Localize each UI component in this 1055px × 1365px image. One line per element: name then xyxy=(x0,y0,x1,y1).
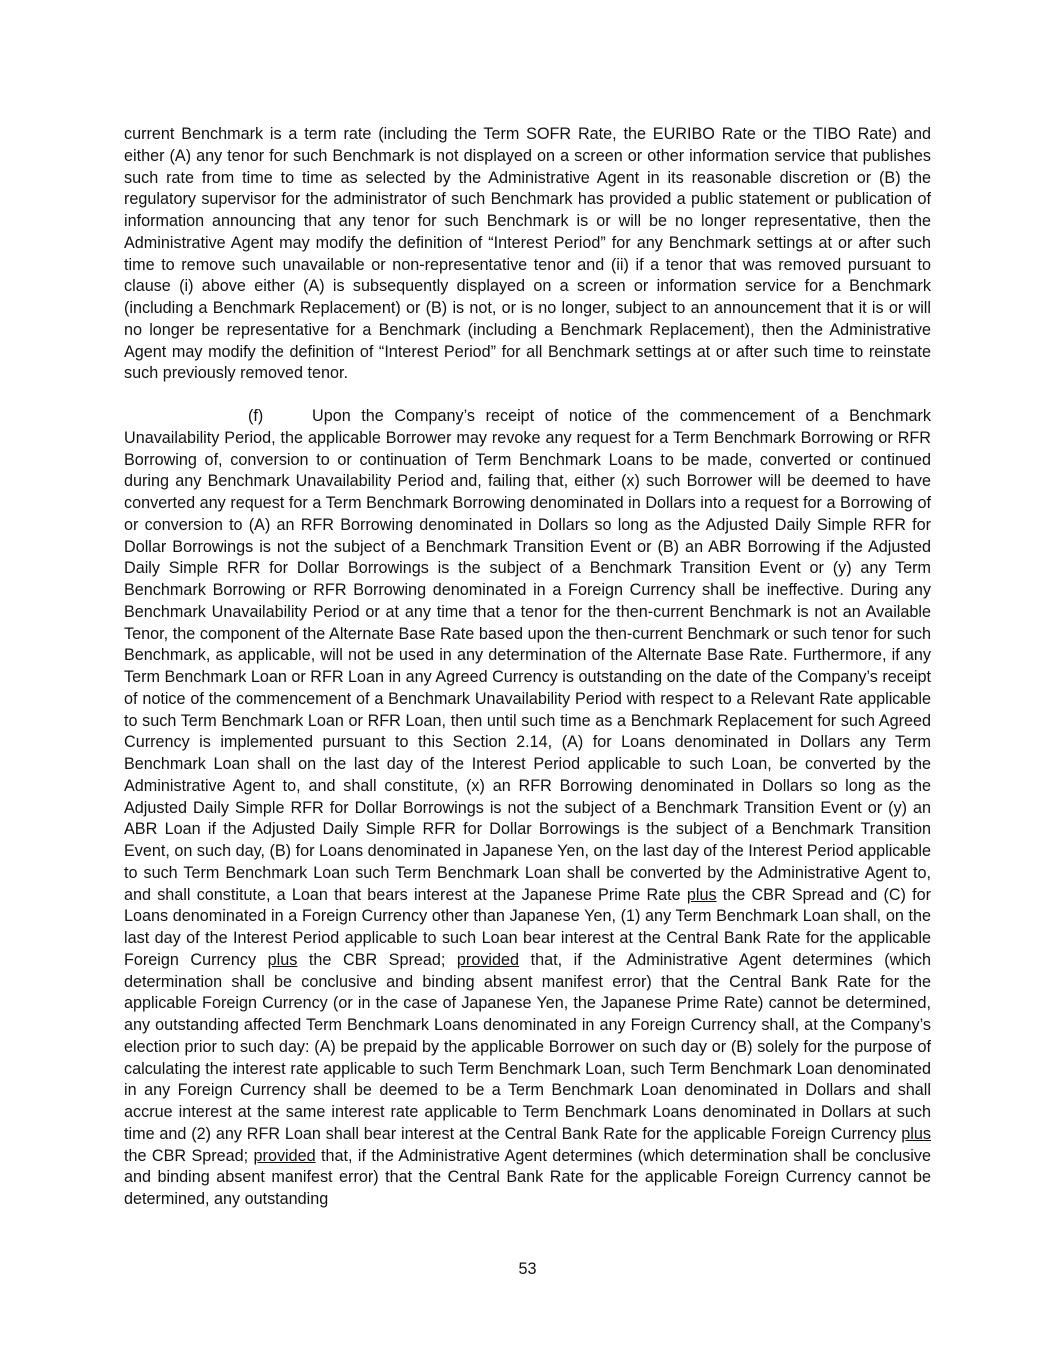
clause-text: the CBR Spread; xyxy=(297,950,457,969)
underlined-term-provided: provided xyxy=(253,1146,316,1165)
paragraph-f xyxy=(124,406,931,1211)
clause-text: that, if the Administrative Agent determines (which determination shall be conclusive and binding absent manifest error) that the Central Bank Rate for the applicable Foreign Currency (or in the case of Japanese Yen, the Japanese Prime Rate) cannot be determined, any outstanding affected Term Benchmark Loans denominated in any Foreign Currency shall, at the Company’s election prior to such day: (A) be prepaid by the applicable Borrower on such day or (B) solely for the purpose of calculating the interest rate applicable to such Term Benchmark Loan, such Term Benchmark Loan denominated in any Foreign Currency shall be deemed to be a Term Benchmark Loan denominated in Dollars and shall accrue interest at the same interest rate applicable to Term Benchmark Loans denominated in Dollars at such time and (2) any RFR Loan shall bear interest at the Central Bank Rate for the applicable Foreign Currency xyxy=(124,950,931,1143)
underlined-term-provided: provided xyxy=(456,950,520,969)
page-number: 53 xyxy=(518,1260,537,1278)
clause-marker: (f) xyxy=(248,407,264,425)
clause-text: the CBR Spread and (C) for Loans denominated in a Foreign Currency other than Japanese Yen, (1) any Term Benchmark Loan shall, on the last day of the Interest Period applicable to such Loan bear interest at the Central Bank Rate for the applicable Foreign Currency xyxy=(124,885,932,969)
clause-text: Upon the Company’s receipt of notice of the commencement of a Benchmark Unavailability Period, the applicable Borrower may revoke any request for a Term Benchmark Borrowing or RFR Borrowing of, conversion to or continuation of Term Benchmark Loans to be made, converted or continued during any Benchmark Unavailability Period and, failing that, either (x) such Borrower will be deemed to have converted any request for a Term Benchmark Borrowing denominated in Dollars into a request for a Borrowing of or conversion to (A) an RFR Borrowing denominated in Dollars so long as the Adjusted Daily Simple RFR for Dollar Borrowings is not the subject of a Benchmark Transition Event or (B) an ABR Borrowing if the Adjusted Daily Simple RFR for Dollar Borrowings is the subject of a Benchmark Transition Event or (y) any Term Benchmark Borrowing or RFR Borrowing denominated in a Foreign Currency shall be ineffective. During any Benchmark Unavailability Period or at any time that a tenor for the then-current Benchmark is not an Available Tenor, the component of the Alternate Base Rate based upon the then-current Benchmark or such tenor for such Benchmark, as applicable, will not be used in any determination of the Alternate Base Rate. Furthermore, if any Term Benchmark Loan or RFR Loan in any Agreed Currency is outstanding on the date of the Company’s receipt of notice of the commencement of a Benchmark Unavailability Period with respect to a Relevant Rate applicable to such Term Benchmark Loan or RFR Loan, then until such time as a Benchmark Replacement for such Agreed Currency is implemented pursuant to this Section 2.14, (A) for Loans denominated in Dollars any Term Benchmark Loan shall on the last day of the Interest Period applicable to such Loan, be converted by the Administrative Agent to, and shall constitute, (x) an RFR Borrowing denominated in Dollars so long as the Adjusted Daily Simple RFR for Dollar Borrowings is not the subject of a Benchmark Transition Event or (y) an ABR Loan if the Adjusted Daily Simple RFR for Dollar Borrowings is the subject of a Benchmark Transition Event, on such day, (B) for Loans denominated in Japanese Yen, on the last day of the Interest Period applicable to such Term Benchmark Loan such Term Benchmark Loan shall be converted by the Administrative Agent to, and shall constitute, a Loan that bears interest at the Japanese Prime Rate xyxy=(124,407,931,904)
underlined-term-plus: plus xyxy=(901,1124,931,1143)
paragraph-continued: current Benchmark is a term rate (including the Term SOFR Rate, the EURIBO Rate or the TIBO Rate) and either (A) any tenor for such Benchmark is not displayed on a screen or other information service that publishes such rate from time to time as selected by the Administrative Agent in its reasonable discretion or (B) the regulatory supervisor for the administrator of such Benchmark has provided a public statement or publication of information announcing that any tenor for such Benchmark is or will be no longer representative, then the Administrative Agent may modify the definition of “Interest Period” for any Benchmark settings at or after such time to remove such unavailable or non-representative tenor and (ii) if a tenor that was removed pursuant to clause (i) above either (A) is subsequently displayed on a screen or information service for a Benchmark (including a Benchmark Replacement) or (B) is not, or is no longer, subject to an announcement that it is or will no longer be representative for a Benchmark (including a Benchmark Replacement), then the Administrative Agent may modify the definition of “Interest Period” for all Benchmark settings at or after such time to reinstate such previously removed tenor. xyxy=(124,125,931,383)
clause-text: that, if the Administrative Agent determines (which determination shall be conclusive and binding absent manifest error) that the Central Bank Rate for the applicable Foreign Currency cannot be determined, any outstanding xyxy=(124,1146,931,1208)
clause-text: the CBR Spread; xyxy=(124,1146,254,1165)
underlined-term-plus: plus xyxy=(267,950,298,969)
underlined-term-plus: plus xyxy=(686,885,717,904)
